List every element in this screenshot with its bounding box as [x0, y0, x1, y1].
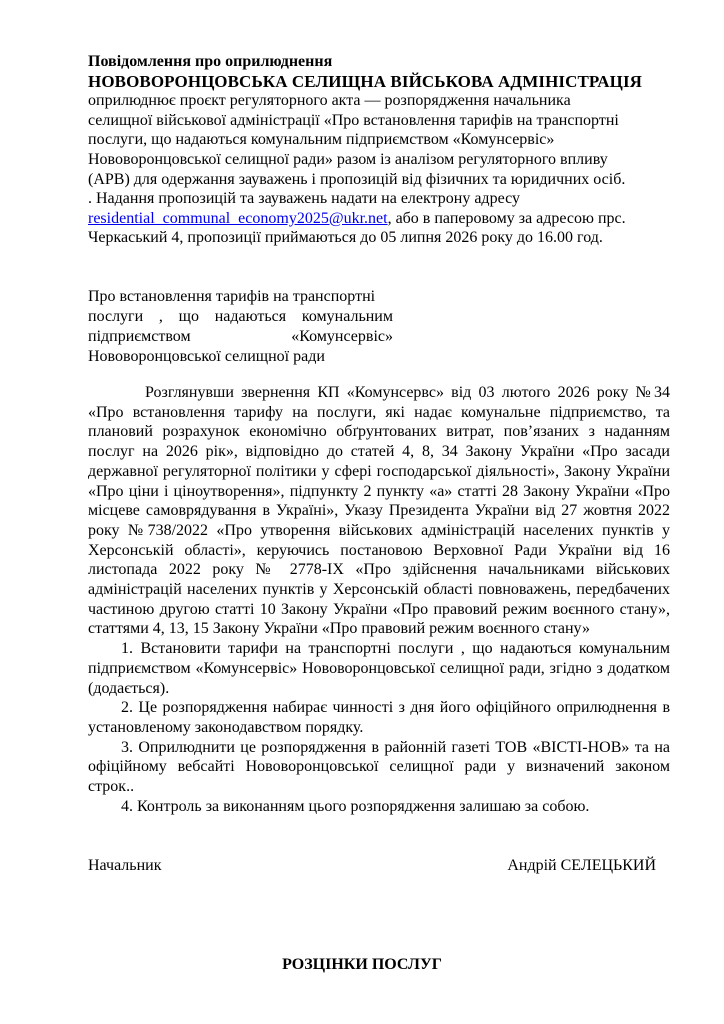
signature-block — [88, 856, 656, 876]
preamble-paragraph: Розглянувши звернення КП «Комунсервс» від 03 лютого 2026 року №34 «Про встановлення тарифу на послуги, які надає комунальне підприємство, та плановий розрахунок економічно обґрунтованих витрат, пов’язаних з наданням послуг на 2026 рік», відповідно до статей 4, 8, 34 Закону України «Про засади державної регуляторної політики у сфері господарської діяльності», Закону України «Про ціни і ціноутворення», підпункту 2 пункту «а» статті 28 Закону України «Про місцеве самоврядування в Україні», Указу Президента України від 27 жовтня 2022 року №738/2022 «Про утворення військових адміністрацій населених пунктів у Херсонській області», керуючись постановою Верховної Ради України від 16 листопада 2022 року № 2778-IX «Про здійснення начальниками військових адміністрацій населених пунктів у Херсонській області повноважень, передбачених частиною другою статті 10 Закону України «Про правовий режим воєнного стану», статтями 4, 13, 15 Закону України «Про правовий режим воєнного стану» — [88, 384, 670, 638]
signatory-position: Начальник — [88, 857, 162, 874]
notice-line-3: послуги, що надаються комунальним підприємством «Комунсервіс» — [88, 131, 555, 149]
subject-line-3: підприємством «Комунсервіс» — [88, 328, 393, 345]
appendix-title: РОЗЦІНКИ ПОСЛУГ — [282, 956, 442, 973]
notice-line-7-rest: , або в паперовому за адресою прс. — [387, 209, 626, 227]
email-link[interactable]: residential_communal_economy2025@ukr.net — [88, 209, 388, 227]
decree-item-1: 1. Встановити тарифи на транспортні послуги , що надаються комунальним підприємством «Комунсервіс» Нововоронцовської селищної ради, згідно з додатком (додається). — [88, 640, 670, 697]
notice-line-5: (АРВ) для одержання зауважень і пропозицій від фізичних та юридичних осіб. — [88, 170, 626, 188]
decree-subject — [88, 287, 393, 367]
decree-item-4: 4. Контроль за виконанням цього розпорядження залишаю за собою. — [121, 797, 590, 815]
notice-line-8: Черкаський 4, пропозиції приймаються до 05 липня 2026 року до 16.00 год. — [88, 229, 603, 247]
subject-line-1: Про встановлення тарифів на транспортні — [88, 288, 376, 305]
notice-line-1: оприлюднює проєкт регуляторного акта — розпорядження начальника — [88, 92, 571, 110]
signatory-name: Андрій СЕЛЕЦЬКИЙ — [507, 857, 656, 874]
subject-line-4: Нововоронцовської селищної ради — [88, 348, 325, 365]
notice-heading: Повідомлення про оприлюднення — [88, 53, 333, 70]
decree-item-2: 2. Це розпорядження набирає чинності з дня його офіційного оприлюднення в установленому законодавством порядку. — [88, 699, 670, 736]
publication-notice — [88, 52, 668, 248]
notice-line-6: . Надання пропозицій та зауважень надати на електрону адресу — [88, 190, 520, 208]
subject-line-2: послуги , що надаються комунальним — [88, 308, 393, 325]
organization-name: НОВОВОРОНЦОВСЬКА СЕЛИЩНА ВІЙСЬКОВА АДМІНІСТРАЦІЯ — [88, 71, 643, 91]
notice-line-7 — [88, 209, 668, 229]
decree-item-3: 3. Оприлюднити це розпорядження в районній газеті ТОВ «ВІСТІ-НОВ» та на офіційному вебсайті Нововоронцовської селищної ради у визначений законом строк.. — [88, 738, 670, 796]
notice-line-2: селищної військової адміністрації «Про встановлення тарифів на транспортні — [88, 111, 619, 129]
decree-body — [88, 383, 670, 816]
notice-line-4: Нововоронцовської селищної ради» разом із аналізом регуляторного впливу — [88, 150, 608, 168]
